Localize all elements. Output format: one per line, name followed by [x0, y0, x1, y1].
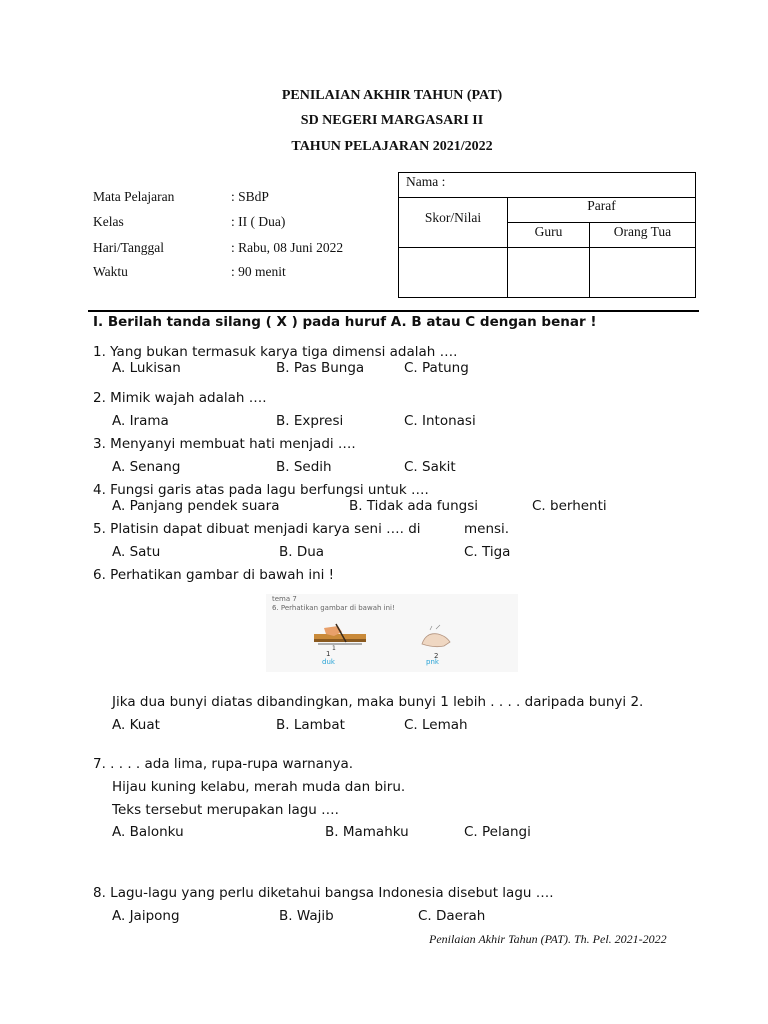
question-6-followup: Jika dua bunyi diatas dibandingkan, maka bunyi 1 lebih . . . . daripada bunyi 2.	[112, 694, 644, 710]
q2-option-a[interactable]: A. Irama	[112, 413, 169, 429]
figure-caption-1: tema 7	[272, 595, 297, 603]
question-4: 4. Fungsi garis atas pada lagu berfungsi untuk ….	[93, 482, 429, 498]
header-divider	[88, 310, 699, 312]
q7-option-a[interactable]: A. Balonku	[112, 824, 184, 840]
school-year: TAHUN PELAJARAN 2021/2022	[291, 139, 493, 154]
q5-option-b[interactable]: B. Dua	[279, 544, 325, 560]
info-value-class: : II ( Dua)	[231, 214, 286, 229]
question-8: 8. Lagu-lagu yang perlu diketahui bangsa Indonesia disebut lagu ….	[93, 885, 554, 901]
q4-option-c[interactable]: C. berhenti	[532, 498, 607, 514]
school-name: SD NEGERI MARGASARI II	[300, 113, 484, 128]
q8-option-a[interactable]: A. Jaipong	[112, 908, 180, 924]
info-value-subject: : SBdP	[231, 189, 269, 204]
section-heading: I. Berilah tanda silang ( X ) pada huruf A. B atau C dengan benar !	[93, 314, 597, 330]
question-7-line3: Teks tersebut merupakan lagu ….	[112, 802, 339, 818]
q2-option-c[interactable]: C. Intonasi	[404, 413, 476, 429]
paraf-label: Paraf	[587, 198, 616, 213]
page-footer: Penilaian Akhir Tahun (PAT). Th. Pel. 2021-2022	[429, 932, 667, 946]
q4-option-b[interactable]: B. Tidak ada fungsi	[349, 498, 479, 514]
q8-option-b[interactable]: B. Wajib	[279, 908, 334, 924]
info-label-date: Hari/Tanggal	[93, 240, 165, 255]
question-5-tail: mensi.	[464, 521, 510, 537]
q3-option-a[interactable]: A. Senang	[112, 459, 181, 475]
question-6: 6. Perhatikan gambar di bawah ini !	[93, 567, 335, 583]
q3-option-c[interactable]: C. Sakit	[404, 459, 456, 475]
drum-hit-icon	[312, 620, 368, 650]
svg-text:1: 1	[332, 645, 336, 650]
header-title: PENILAIAN AKHIR TAHUN (PAT)	[281, 88, 503, 103]
question-7-line2: Hijau kuning kelabu, merah muda dan biru.	[112, 779, 406, 795]
q5-option-a[interactable]: A. Satu	[112, 544, 161, 560]
skor-value-cell[interactable]	[398, 247, 508, 298]
question-2: 2. Mimik wajah adalah ….	[93, 390, 267, 406]
info-label-subject: Mata Pelajaran	[93, 189, 175, 204]
info-label-class: Kelas	[93, 214, 124, 229]
guru-label: Guru	[534, 224, 563, 239]
question-3: 3. Menyanyi membuat hati menjadi ….	[93, 436, 356, 452]
q7-option-b[interactable]: B. Mamahku	[325, 824, 409, 840]
figure-label-2-num: 2	[434, 652, 439, 660]
orang-tua-label: Orang Tua	[613, 224, 672, 239]
q4-option-a[interactable]: A. Panjang pendek suara	[112, 498, 280, 514]
q6-option-b[interactable]: B. Lambat	[276, 717, 345, 733]
hand-clap-icon	[416, 624, 456, 652]
figure-label-2-word: pnk	[426, 658, 439, 666]
q1-option-a[interactable]: A. Lukisan	[112, 360, 181, 376]
skor-label: Skor/Nilai	[424, 210, 482, 225]
info-label-time: Waktu	[93, 264, 128, 279]
figure-label-1-word: duk	[322, 658, 335, 666]
q1-option-c[interactable]: C. Patung	[404, 360, 469, 376]
q8-option-c[interactable]: C. Daerah	[418, 908, 486, 924]
q5-option-c[interactable]: C. Tiga	[464, 544, 511, 560]
question-7: 7. . . . . ada lima, rupa-rupa warnanya.	[93, 756, 354, 772]
name-label: Nama :	[406, 174, 446, 189]
q6-option-a[interactable]: A. Kuat	[112, 717, 160, 733]
figure-caption-2: 6. Perhatikan gambar di bawah ini!	[272, 604, 395, 612]
info-value-time: : 90 menit	[231, 264, 286, 279]
q7-option-c[interactable]: C. Pelangi	[464, 824, 531, 840]
info-value-date: : Rabu, 08 Juni 2022	[231, 240, 344, 255]
figure-label-1-num: 1	[326, 650, 331, 658]
question-1: 1. Yang bukan termasuk karya tiga dimensi adalah ….	[93, 344, 458, 360]
question-5: 5. Platisin dapat dibuat menjadi karya seni …. di	[93, 521, 421, 537]
guru-sign-cell[interactable]	[507, 247, 590, 298]
q3-option-b[interactable]: B. Sedih	[276, 459, 332, 475]
q2-option-b[interactable]: B. Expresi	[276, 413, 344, 429]
q1-option-b[interactable]: B. Pas Bunga	[276, 360, 365, 376]
parent-sign-cell[interactable]	[589, 247, 696, 298]
q6-figure	[266, 594, 518, 672]
q6-option-c[interactable]: C. Lemah	[404, 717, 468, 733]
